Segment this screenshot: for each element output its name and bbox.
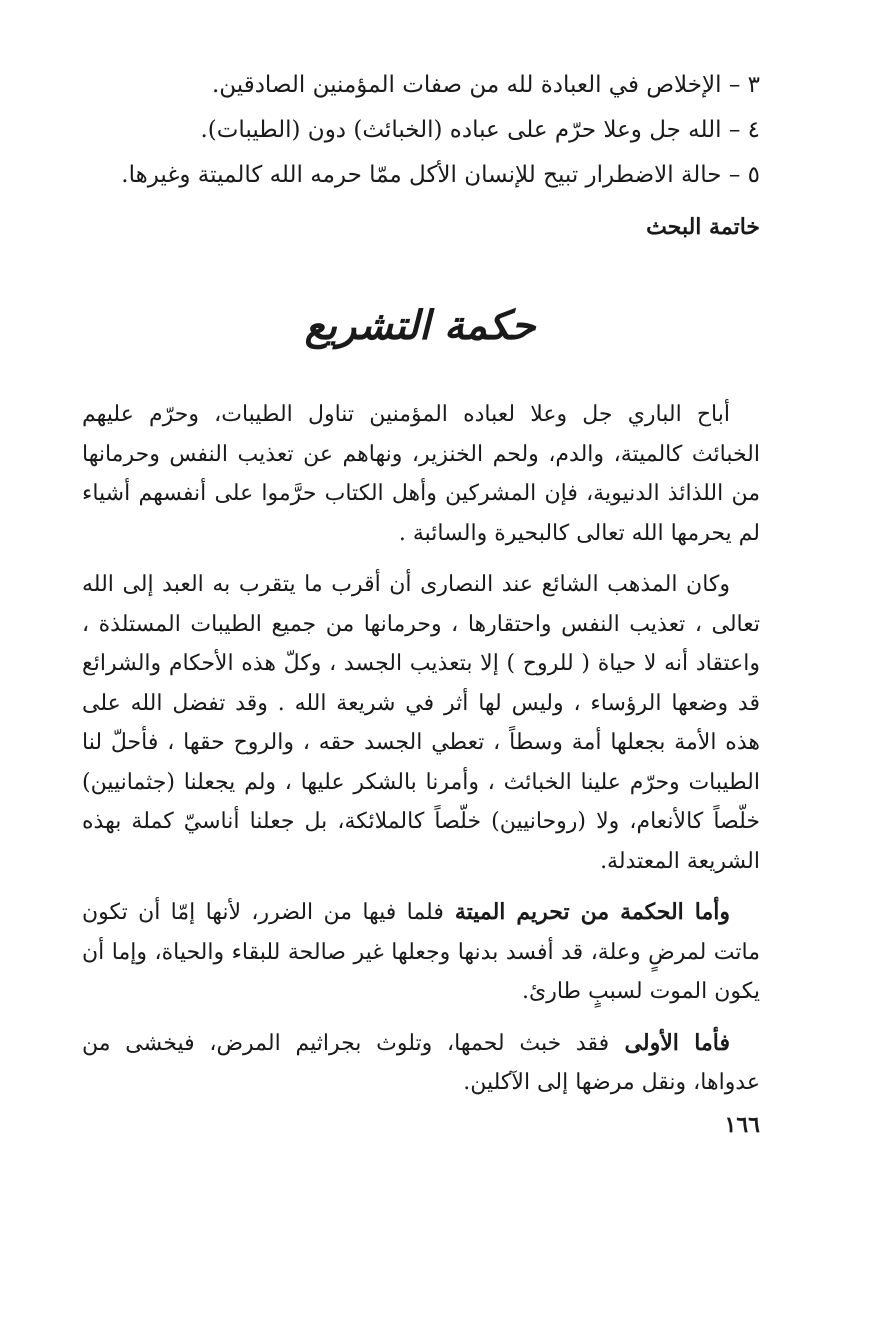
section-heading: خاتمة البحث [646,214,760,240]
page-number: ١٦٦ [724,1112,760,1138]
paragraph [82,395,760,553]
paragraph-lead: وأما الحكمة من تحريم الميتة [443,899,730,925]
paragraph [82,1024,760,1103]
calligraphic-title: حكمة التشريع [304,302,536,349]
paragraph-text: وكان المذهب الشائع عند النصارى أن أقرب ما يتقرب به العبد إلى الله تعالى ، تعذيب النفس واحتقارها ، وحرمانها من جميع الطيبات المستلذة ، واعتقاد أنه لا حياة ( للروح ) إلا بتعذيب الجسد ، وكلّ هذه الأحكام والشرائع قد وضعها الرؤساء ، وليس لها أثر في شريعة الله . وقد تفضل الله على هذه الأمة بجعلها أمة وسطاً ، تعطي الجسد حقه ، والروح حقها ، فأحلّ لنا الطيبات وحرّم علينا الخبائث ، وأمرنا بالشكر عليها ، ولم يجعلنا (جثمانيين) خلّصاً كالأنعام، ولا (روحانيين) خلّصاً كالملائكة، بل جعلنا أناسيّ كملة بهذه الشريعة المعتدلة. [82,572,760,874]
paragraph-text: فقد خبث لحمها، وتلوث بجراثيم المرض، فيخشى من عدواها، ونقل مرضها إلى الآكلين. [82,1030,760,1095]
list-item: ٣ – الإخلاص في العبادة لله من صفات المؤمنين الصادقين. [211,72,760,98]
conclusion-points-list [80,70,760,205]
body-text [82,395,760,1113]
list-item: ٥ – حالة الاضطرار تبيح للإنسان الأكل ممّا حرمه الله كالميتة وغيرها. [121,162,760,188]
list-item: ٤ – الله جل وعلا حرّم على عباده (الخبائث) دون (الطيبات). [200,117,760,143]
paragraph-text: أباح الباري جل وعلا لعباده المؤمنين تناول الطيبات، وحرّم عليهم الخبائث كالميتة، والدم، ولحم الخنزير، ونهاهم عن تعذيب النفس وحرمانها من اللذائذ الدنيوية، فإن المشركين وأهل الكتاب حرَّموا على أنفسهم أشياء لم يحرمها الله تعالى كالبحيرة والسائبة . [82,402,760,546]
paragraph-text: فلما فيها من الضرر، لأنها إمّا أن تكون ماتت لمرضٍ وعلة، قد أفسد بدنها وجعلها غير صالحة للبقاء والحياة، وإما أن يكون الموت لسببٍ طارئ. [82,900,760,1004]
paragraph [82,565,760,881]
paragraph [82,893,760,1012]
paragraph-lead: فأما الأولى [609,1029,730,1056]
